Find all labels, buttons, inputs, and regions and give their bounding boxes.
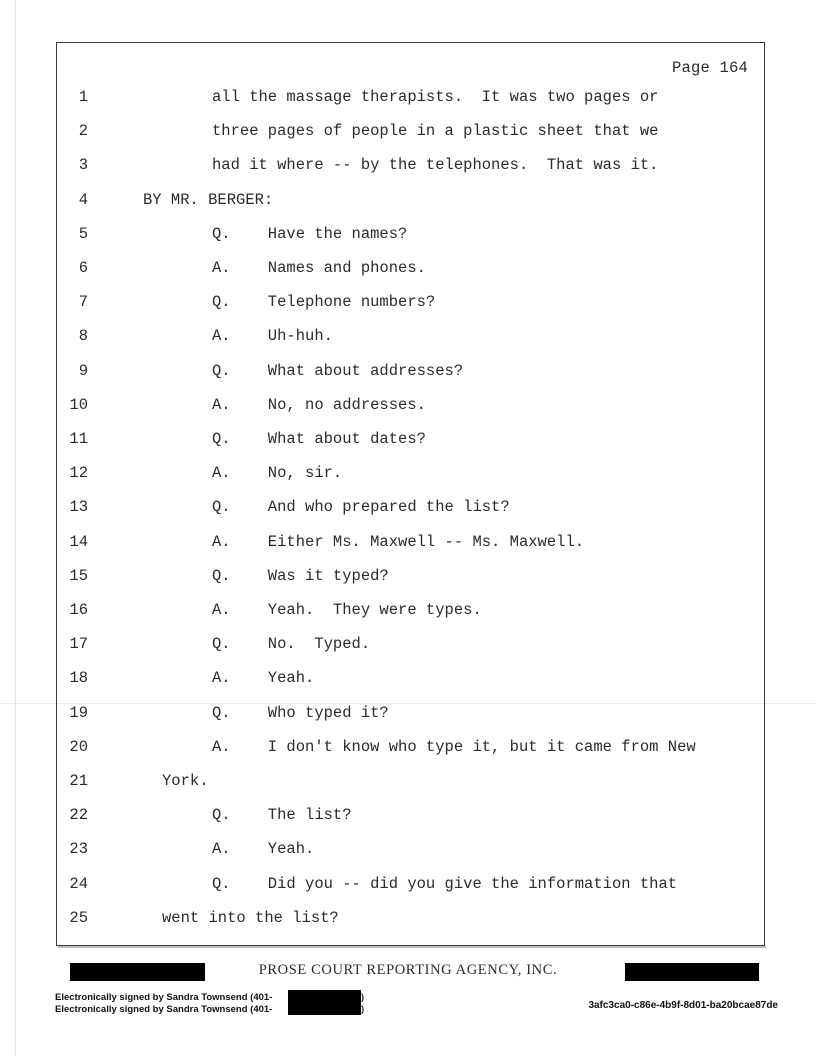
line-text: Q. No. Typed. [212, 635, 371, 654]
line-number: 17 [69, 635, 88, 654]
transcript-line [57, 738, 764, 772]
line-number: 25 [69, 908, 88, 927]
transcript-line [57, 225, 764, 259]
transcript-line [57, 704, 764, 738]
transcript-line [57, 567, 764, 601]
line-text: A. I don't know who type it, but it came from New [212, 737, 696, 756]
line-number: 6 [78, 259, 88, 277]
line-text: Q. Did you -- did you give the information that [212, 874, 678, 893]
line-text: Q. Telephone numbers? [212, 293, 436, 312]
line-number: 13 [69, 498, 88, 517]
transcript-line [57, 259, 764, 293]
line-number: 11 [69, 430, 88, 448]
line-number: 22 [69, 806, 88, 825]
line-text: A. Uh-huh. [212, 327, 333, 346]
line-number: 18 [69, 669, 88, 688]
line-number: 16 [69, 601, 88, 619]
transcript-frame [56, 42, 765, 946]
line-text: Q. And who prepared the list? [212, 498, 510, 517]
line-number: 8 [78, 327, 88, 346]
line-number: 15 [69, 566, 88, 585]
transcript-line [57, 601, 764, 635]
transcript-line [57, 396, 764, 430]
line-text: York. [162, 772, 209, 790]
transcript-line [57, 464, 764, 498]
margin-rule [15, 0, 16, 1056]
line-number: 12 [69, 464, 88, 483]
line-number: 14 [69, 532, 88, 551]
transcript-line [57, 806, 764, 840]
transcript-line [57, 840, 764, 874]
line-number: 1 [78, 88, 88, 106]
line-text: Q. The list? [212, 806, 352, 825]
line-number: 4 [78, 190, 88, 209]
line-text: Q. Was it typed? [212, 566, 389, 585]
transcript-line [57, 909, 764, 943]
line-number: 23 [69, 840, 88, 859]
line-number: 10 [69, 395, 88, 414]
line-number: 7 [78, 293, 88, 312]
line-text: went into the list? [162, 908, 339, 927]
line-text: A. No, no addresses. [212, 395, 426, 414]
e-signature-line-1: Electronically signed by Sandra Townsend (401- [55, 992, 273, 1003]
line-text: all the massage therapists. It was two pages or [212, 88, 659, 106]
line-number: 24 [69, 874, 88, 893]
redaction-phone-2 [288, 1002, 361, 1015]
line-number: 19 [69, 703, 88, 722]
signature-paren-2: ) [361, 1004, 365, 1015]
line-text: Q. Have the names? [212, 224, 408, 243]
line-number: 21 [69, 772, 88, 790]
transcript-line [57, 430, 764, 464]
line-number: 5 [78, 224, 88, 243]
transcript-line [57, 772, 764, 806]
line-text: A. No, sir. [212, 464, 343, 483]
line-text: Q. Who typed it? [212, 703, 389, 722]
line-number: 9 [78, 361, 88, 380]
line-number: 2 [78, 122, 88, 141]
transcript-line [57, 191, 764, 225]
line-text: had it where -- by the telephones. That was it. [212, 156, 659, 175]
page-number: Page 164 [671, 59, 748, 77]
transcript-line [57, 362, 764, 396]
transcript-line [57, 156, 764, 190]
reporting-agency: PROSE COURT REPORTING AGENCY, INC. [258, 962, 558, 978]
transcript-line [57, 533, 764, 567]
line-number: 20 [69, 737, 88, 756]
transcript-line [57, 88, 764, 122]
line-text: A. Either Ms. Maxwell -- Ms. Maxwell. [212, 532, 585, 551]
line-text: A. Yeah. [212, 669, 315, 688]
line-text: Q. What about addresses? [212, 361, 464, 380]
transcript-line [57, 122, 764, 156]
line-number: 3 [78, 156, 88, 175]
line-text: A. Yeah. [212, 840, 315, 859]
transcript-line [57, 498, 764, 532]
line-text: Q. What about dates? [212, 430, 426, 448]
redaction-phone-1 [288, 990, 361, 1002]
line-text: A. Yeah. They were types. [212, 601, 482, 619]
e-signature-line-2: Electronically signed by Sandra Townsend (401- [55, 1004, 273, 1015]
transcript-line [57, 669, 764, 703]
redaction-box-right [625, 963, 759, 981]
transcript-line [57, 635, 764, 669]
transcript-line [57, 293, 764, 327]
signature-paren-1: ) [361, 992, 365, 1003]
line-text: A. Names and phones. [212, 259, 426, 277]
frame-shadow [58, 946, 766, 948]
line-text: three pages of people in a plastic sheet that we [212, 122, 659, 141]
transcript-line [57, 875, 764, 909]
document-hash: 3afc3ca0-c86e-4b9f-8d01-ba20bcae87de [588, 1000, 778, 1011]
line-text: BY MR. BERGER: [143, 190, 274, 209]
transcript-line [57, 327, 764, 361]
